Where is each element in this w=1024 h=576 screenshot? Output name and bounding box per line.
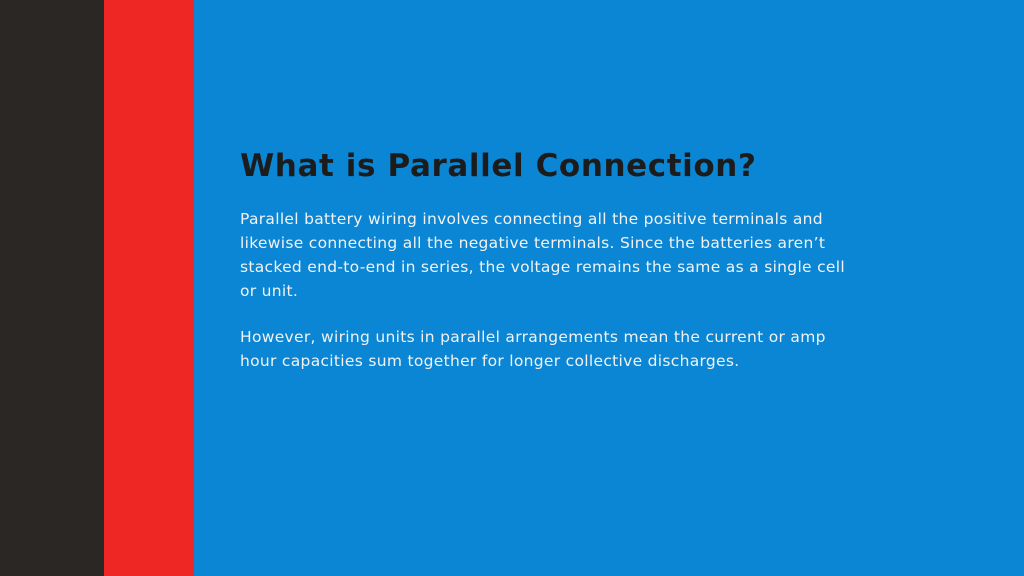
body-paragraph-2: However, wiring units in parallel arrangements mean the current or amp hour capacities sum together for longer collective discharges. — [240, 328, 826, 371]
slide-content — [240, 148, 870, 373]
left-red-band — [104, 0, 194, 576]
page-title: What is Parallel Connection? — [240, 148, 757, 184]
body-paragraph-1: Parallel battery wiring involves connecting all the positive terminals and likewise connecting all the negative terminals. Since the batteries aren’t stacked end-to-end in series, the voltage remains the same as a single cell or unit. — [240, 210, 845, 301]
left-dark-band — [0, 0, 104, 576]
